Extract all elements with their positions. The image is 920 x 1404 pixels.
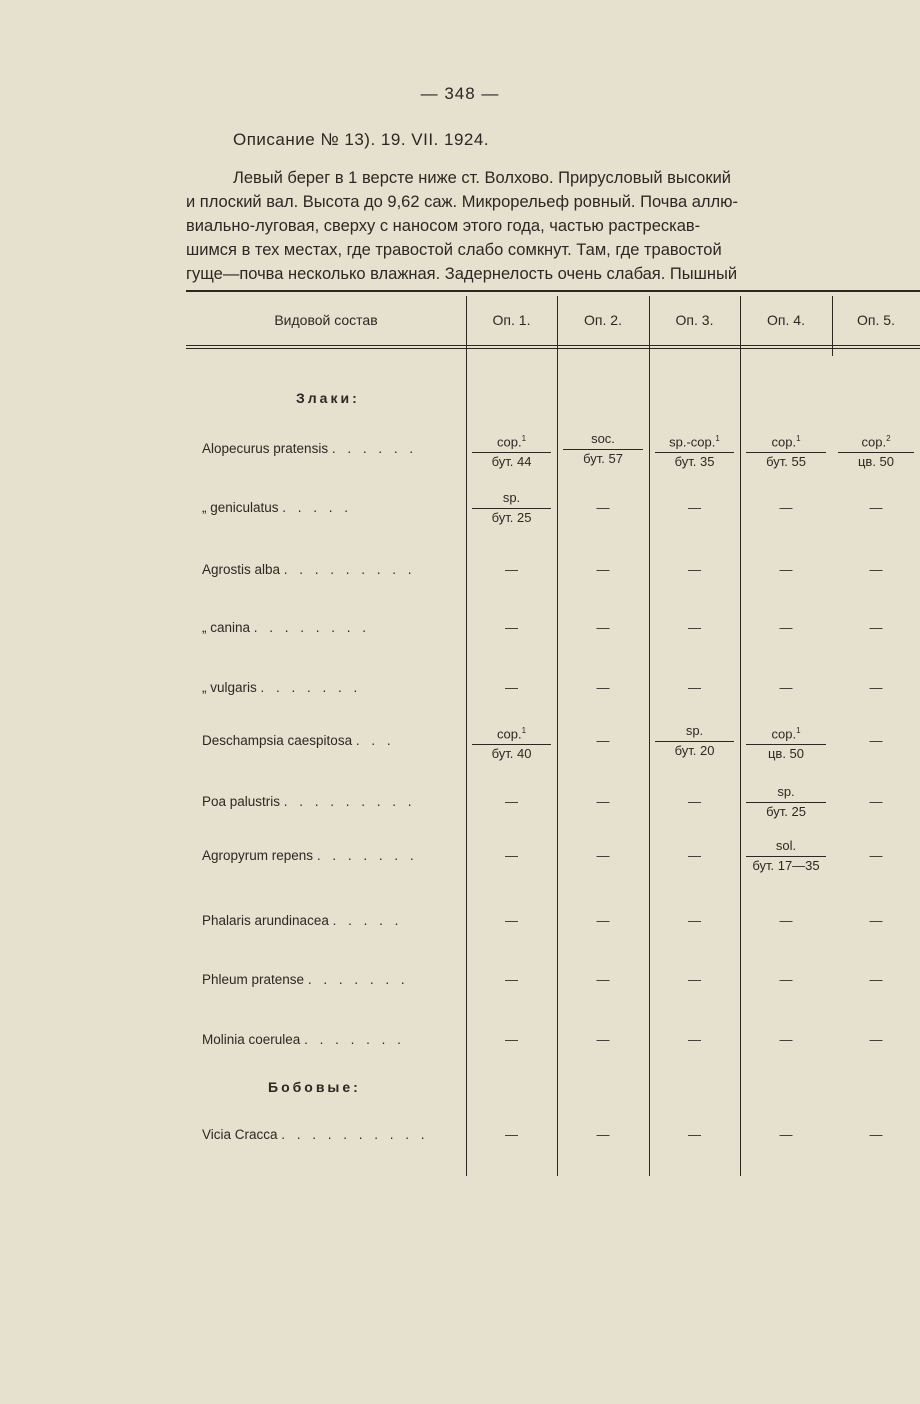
abundance-value: cop.$^1$ — [771, 726, 801, 742]
table-cell-empty: — — [869, 913, 883, 928]
table-cell-empty: — — [505, 620, 518, 635]
table-cell — [740, 431, 832, 470]
abundance-value: sp. — [777, 784, 795, 799]
species-label: Phleum pratense — [202, 972, 308, 987]
column-rule — [832, 296, 833, 356]
leader-dots: . . . . . . . . . . — [281, 1127, 429, 1142]
abundance-value: cop.$^1$ — [496, 434, 527, 450]
species-name — [202, 972, 457, 987]
section-title-legumes: Бобовые: — [268, 1079, 361, 1095]
table-cell — [740, 723, 832, 762]
abundance-value: sp.-cop.$^1$ — [669, 434, 720, 450]
abundance-value: sp. — [685, 723, 704, 738]
leader-dots: . . . . . . . . — [253, 620, 371, 635]
column-header-species: Видовой состав — [274, 312, 378, 328]
table-cell — [740, 784, 832, 820]
leader-dots: . . . — [355, 733, 395, 748]
species-label: Alopecurus pratensis — [202, 441, 332, 456]
paragraph-line: виально-луговая, сверху с наносом этого года, частью растрескав- — [186, 217, 701, 235]
abundance-value: cop.$^1$ — [496, 726, 527, 742]
table-cell-empty: — — [505, 848, 518, 863]
table-cell-empty: — — [505, 680, 518, 695]
table-cell-empty: — — [869, 733, 883, 748]
leader-dots: . . . . . — [332, 913, 403, 928]
table-header-rule — [186, 345, 920, 346]
abundance-superscript: 1 — [715, 434, 720, 443]
phenophase-height: цв. 50 — [746, 744, 826, 762]
species-name — [202, 794, 457, 809]
column-header-op2: Оп. 2. — [584, 312, 622, 328]
table-cell-empty: — — [779, 972, 793, 987]
phenophase-height: бут. 25 — [746, 802, 826, 820]
table-cell-empty: — — [596, 500, 610, 515]
phenophase-height: цв. 50 — [838, 452, 914, 470]
table-cell-empty: — — [869, 500, 883, 515]
paragraph-line: шимся в тех местах, где травостой слабо сомкнут. Там, где травостой — [186, 241, 722, 259]
phenophase-height: бут. 40 — [472, 744, 551, 762]
species-label: „ vulgaris — [202, 680, 261, 695]
species-name — [202, 1032, 457, 1047]
table-cell — [740, 838, 832, 874]
table-cell-empty: — — [596, 620, 610, 635]
table-cell-empty: — — [779, 1032, 793, 1047]
abundance-value: cop.$^1$ — [771, 434, 801, 450]
table-cell-empty: — — [596, 848, 610, 863]
leader-dots: . . . . . . . . . — [283, 562, 416, 577]
leader-dots: . . . . . . — [331, 441, 418, 456]
table-cell — [466, 490, 557, 526]
abundance-superscript: 2 — [886, 434, 891, 443]
paragraph-line: гуще—почва несколько влажная. Задернелость очень слабая. Пышный — [186, 265, 738, 283]
phenophase-height: бут. 35 — [655, 452, 734, 470]
column-header-op4: Оп. 4. — [767, 312, 805, 328]
table-cell — [832, 431, 920, 470]
table-cell-empty: — — [688, 913, 701, 928]
table-cell-empty: — — [688, 794, 701, 809]
table-cell-empty: — — [505, 562, 518, 577]
paragraph-line: и плоский вал. Высота до 9,62 саж. Микрорельеф ровный. Почва аллю- — [186, 193, 739, 211]
species-name — [202, 733, 457, 748]
table-cell-empty: — — [869, 680, 883, 695]
table-cell-empty: — — [779, 1127, 793, 1142]
species-name — [202, 1127, 457, 1142]
table-cell-empty: — — [869, 1032, 883, 1047]
species-label: Molinia coerulea — [202, 1032, 305, 1047]
abundance-value: cop.$^2$ — [861, 434, 891, 450]
table-cell — [466, 431, 557, 470]
leader-dots: . . . . . — [282, 500, 353, 515]
table-cell-empty: — — [869, 620, 883, 635]
section-title-grasses: Злаки: — [296, 390, 360, 406]
species-name — [202, 620, 457, 635]
table-cell — [649, 723, 740, 759]
table-header-rule — [186, 348, 920, 349]
table-cell-empty: — — [505, 794, 518, 809]
abundance-superscript: 1 — [796, 726, 801, 735]
species-label: Agropyrum repens — [202, 848, 317, 863]
table-cell-empty: — — [688, 562, 701, 577]
species-name — [202, 848, 457, 863]
species-label: Agrostis alba — [202, 562, 284, 577]
table-cell-empty: — — [779, 620, 793, 635]
phenophase-height: бут. 57 — [563, 449, 643, 467]
table-cell-empty: — — [596, 972, 610, 987]
species-name — [202, 441, 457, 456]
table-cell-empty: — — [505, 1127, 518, 1142]
table-cell-empty: — — [596, 680, 610, 695]
table-cell-empty: — — [688, 848, 701, 863]
description-heading: Описание № 13). 19. VII. 1924. — [233, 130, 490, 149]
table-cell-empty: — — [869, 972, 883, 987]
table-cell-empty: — — [688, 500, 701, 515]
abundance-value: soc. — [591, 431, 615, 446]
table-top-rule — [186, 290, 920, 292]
table-cell-empty: — — [596, 733, 610, 748]
phenophase-height: бут. 20 — [655, 741, 734, 759]
table-cell-empty: — — [505, 913, 518, 928]
abundance-superscript: 1 — [521, 434, 527, 443]
table-cell-empty: — — [505, 1032, 518, 1047]
table-cell-empty: — — [688, 1127, 701, 1142]
phenophase-height: бут. 17—35 — [746, 856, 826, 874]
species-label: Deschampsia caespitosa — [202, 733, 356, 748]
table-cell-empty: — — [869, 848, 883, 863]
table-cell-empty: — — [596, 562, 610, 577]
phenophase-height: бут. 25 — [472, 508, 551, 526]
column-header-op5: Оп. 5. — [857, 312, 895, 328]
table-cell-empty: — — [596, 913, 610, 928]
species-name — [202, 562, 457, 577]
species-label: Vicia Cracca — [202, 1127, 282, 1142]
species-label: „ canina — [202, 620, 254, 635]
table-cell — [649, 431, 740, 470]
table-cell-empty: — — [688, 680, 701, 695]
table-cell — [466, 723, 557, 762]
leader-dots: . . . . . . . — [316, 848, 418, 863]
paragraph-line: Левый берег в 1 версте ниже ст. Волхово. Прирусловый высокий — [233, 169, 732, 187]
page-number: — 348 — — [420, 84, 500, 103]
abundance-superscript: 1 — [521, 726, 527, 735]
species-label: Poa palustris — [202, 794, 284, 809]
column-header-op3: Оп. 3. — [675, 312, 714, 328]
table-cell-empty: — — [688, 1032, 701, 1047]
table-cell-empty: — — [596, 794, 610, 809]
table-cell-empty: — — [869, 794, 883, 809]
table-cell-empty: — — [779, 500, 793, 515]
table-cell-empty: — — [779, 913, 793, 928]
leader-dots: . . . . . . . — [260, 680, 362, 695]
species-name — [202, 500, 457, 515]
species-name — [202, 680, 457, 695]
table-cell-empty: — — [869, 562, 883, 577]
table-cell-empty: — — [779, 562, 793, 577]
species-name — [202, 913, 457, 928]
table-cell-empty: — — [688, 620, 701, 635]
table-cell-empty: — — [869, 1127, 883, 1142]
abundance-value: sp. — [502, 490, 521, 505]
table-cell-empty: — — [505, 972, 518, 987]
table-cell-empty: — — [688, 972, 701, 987]
species-label: Phalaris arundinacea — [202, 913, 333, 928]
phenophase-height: бут. 44 — [472, 452, 551, 470]
table-cell-empty: — — [596, 1032, 610, 1047]
species-label: „ geniculatus — [202, 500, 283, 515]
leader-dots: . . . . . . . — [304, 1032, 405, 1047]
leader-dots: . . . . . . . — [307, 972, 409, 987]
phenophase-height: бут. 55 — [746, 452, 826, 470]
column-header-op1: Оп. 1. — [492, 312, 531, 328]
abundance-superscript: 1 — [796, 434, 801, 443]
leader-dots: . . . . . . . . . — [283, 794, 416, 809]
table-cell-empty: — — [596, 1127, 610, 1142]
table-cell-empty: — — [779, 680, 793, 695]
abundance-value: sol. — [775, 838, 797, 853]
table-cell — [557, 431, 649, 467]
